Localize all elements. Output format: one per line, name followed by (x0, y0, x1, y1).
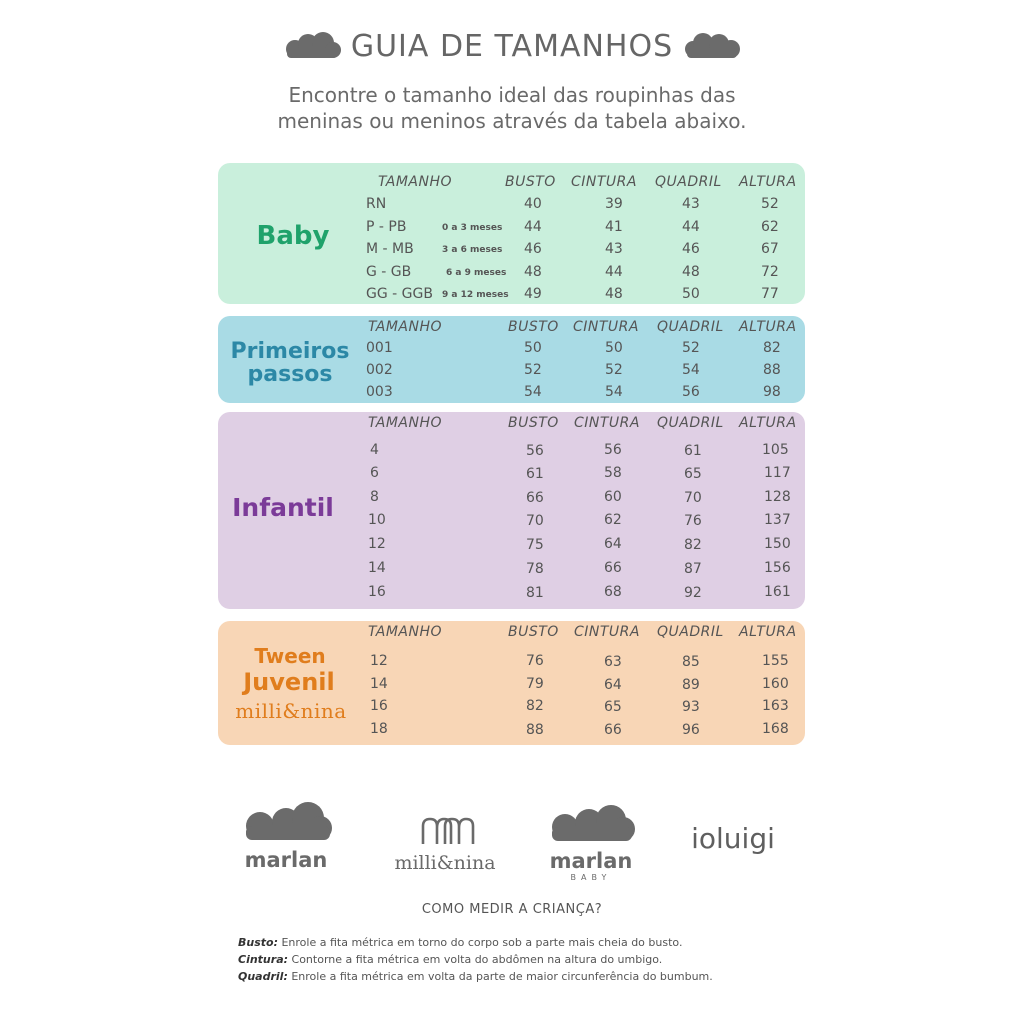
col-header-altura: ALTURA (739, 624, 797, 640)
cintura-cell: 66 (604, 722, 622, 738)
quadril-cell: 50 (682, 286, 700, 302)
busto-cell: 40 (524, 196, 542, 212)
busto-cell: 81 (526, 585, 544, 601)
baby-size-table (218, 163, 805, 304)
altura-cell: 155 (762, 653, 789, 669)
quadril-cell: 96 (682, 722, 700, 738)
busto-cell: 75 (526, 537, 544, 553)
altura-cell: 137 (764, 512, 791, 528)
busto-cell: 49 (524, 286, 542, 302)
baby-label: Baby (256, 221, 330, 251)
size-cell: M - MB (366, 241, 414, 257)
altura-cell: 52 (761, 196, 779, 212)
quadril-cell: 89 (682, 677, 700, 693)
quadril-cell: 44 (682, 219, 700, 235)
busto-cell: 56 (526, 443, 544, 459)
cintura-cell: 50 (605, 340, 623, 356)
cintura-cell: 68 (604, 584, 622, 600)
tween-juvenil-size-table (218, 621, 805, 745)
primeiros-passos-label: Primeiros passos (230, 339, 350, 387)
busto-cell: 48 (524, 264, 542, 280)
juvenil-label: Juvenil (243, 668, 335, 696)
size-cell: 001 (366, 340, 393, 356)
busto-cell: 50 (524, 340, 542, 356)
millinina-logo: milli&nina (385, 816, 505, 874)
size-cell: 12 (370, 653, 388, 669)
marlan-baby-sub: BABY (570, 873, 612, 882)
ioluigi-logo: ioluigi (691, 822, 775, 855)
quadril-cell: 46 (682, 241, 700, 257)
busto-cell: 46 (524, 241, 542, 257)
col-header-cintura: CINTURA (574, 624, 640, 640)
age-note: 3 a 6 meses (442, 245, 503, 255)
col-header-quadril: QUADRIL (657, 319, 724, 335)
cintura-cell: 65 (604, 699, 622, 715)
altura-cell: 161 (764, 584, 791, 600)
altura-cell: 72 (761, 264, 779, 280)
cintura-cell: 43 (605, 241, 623, 257)
size-cell: 16 (370, 698, 388, 714)
age-note: 6 a 9 meses (446, 268, 507, 278)
col-header-tamanho: TAMANHO (368, 319, 443, 335)
altura-cell: 128 (764, 489, 791, 505)
cintura-cell: 54 (605, 384, 623, 400)
page-header (0, 24, 1024, 68)
size-cell: G - GB (366, 264, 412, 280)
cloud-icon (238, 800, 334, 844)
altura-cell: 98 (763, 384, 781, 400)
infantil-size-table (218, 412, 805, 609)
busto-cell: 66 (526, 490, 544, 506)
age-note: 0 a 3 meses (442, 223, 503, 233)
quadril-cell: 61 (684, 443, 702, 459)
busto-cell: 54 (524, 384, 542, 400)
size-cell: GG - GGB (366, 286, 433, 302)
altura-cell: 150 (764, 536, 791, 552)
busto-cell: 82 (526, 698, 544, 714)
cintura-cell: 56 (604, 442, 622, 458)
size-cell: 4 (370, 442, 379, 458)
col-header-busto: BUSTO (505, 174, 556, 190)
quadril-cell: 54 (682, 362, 700, 378)
quadril-cell: 56 (682, 384, 700, 400)
instruction-quadril: Quadril: Enrole a fita métrica em volta da parte de maior circunferência do bumbum. (238, 970, 713, 983)
marlan-baby-logo: marlan BABY (545, 803, 637, 882)
altura-cell: 105 (762, 442, 789, 458)
col-header-quadril: QUADRIL (657, 624, 724, 640)
col-header-quadril: QUADRIL (655, 174, 722, 190)
millinina-label: milli&nina (235, 699, 347, 723)
quadril-cell: 65 (684, 466, 702, 482)
instruction-busto: Busto: Enrole a fita métrica em torno do corpo sob a parte mais cheia do busto. (238, 936, 683, 949)
quadril-cell: 93 (682, 699, 700, 715)
col-header-busto: BUSTO (508, 319, 559, 335)
quadril-cell: 70 (684, 490, 702, 506)
busto-cell: 88 (526, 722, 544, 738)
quadril-cell: 43 (682, 196, 700, 212)
cintura-cell: 60 (604, 489, 622, 505)
cloud-icon (683, 32, 743, 60)
page-title: GUIA DE TAMANHOS (350, 28, 674, 64)
busto-cell: 52 (524, 362, 542, 378)
size-cell: RN (366, 196, 387, 212)
primeiros-passos-size-table (218, 316, 805, 403)
millinina-mark-icon (385, 816, 505, 846)
altura-cell: 168 (762, 721, 789, 737)
col-header-quadril: QUADRIL (657, 415, 724, 431)
marlan-logo: marlan (238, 800, 334, 872)
busto-cell: 78 (526, 561, 544, 577)
cintura-cell: 64 (604, 536, 622, 552)
busto-cell: 70 (526, 513, 544, 529)
cintura-cell: 39 (605, 196, 623, 212)
size-cell: 6 (370, 465, 379, 481)
quadril-cell: 85 (682, 654, 700, 670)
instruction-cintura: Cintura: Contorne a fita métrica em volta do abdômen na altura do umbigo. (238, 953, 663, 966)
col-header-altura: ALTURA (739, 415, 797, 431)
busto-cell: 76 (526, 653, 544, 669)
quadril-cell: 52 (682, 340, 700, 356)
size-cell: P - PB (366, 219, 407, 235)
col-header-altura: ALTURA (739, 319, 797, 335)
size-cell: 8 (370, 489, 379, 505)
quadril-cell: 48 (682, 264, 700, 280)
page-subtitle: Encontre o tamanho ideal das roupinhas das meninas ou meninos através da tabela abaixo. (277, 83, 747, 133)
col-header-cintura: CINTURA (571, 174, 637, 190)
busto-cell: 44 (524, 219, 542, 235)
size-cell: 12 (368, 536, 386, 552)
cintura-cell: 41 (605, 219, 623, 235)
size-cell: 14 (370, 676, 388, 692)
cintura-cell: 63 (604, 654, 622, 670)
infantil-label: Infantil (232, 493, 334, 522)
col-header-tamanho: TAMANHO (368, 624, 443, 640)
altura-cell: 82 (763, 340, 781, 356)
cintura-cell: 64 (604, 677, 622, 693)
tween-label: Tween (254, 644, 326, 668)
col-header-altura: ALTURA (739, 174, 797, 190)
col-header-cintura: CINTURA (574, 415, 640, 431)
altura-cell: 117 (764, 465, 791, 481)
cintura-cell: 62 (604, 512, 622, 528)
altura-cell: 62 (761, 219, 779, 235)
cintura-cell: 52 (605, 362, 623, 378)
altura-cell: 163 (762, 698, 789, 714)
altura-cell: 77 (761, 286, 779, 302)
quadril-cell: 87 (684, 561, 702, 577)
altura-cell: 160 (762, 676, 789, 692)
altura-cell: 156 (764, 560, 791, 576)
cintura-cell: 48 (605, 286, 623, 302)
altura-cell: 67 (761, 241, 779, 257)
how-to-measure-heading: COMO MEDIR A CRIANÇA? (421, 902, 603, 917)
size-cell: 10 (368, 512, 386, 528)
quadril-cell: 76 (684, 513, 702, 529)
cloud-icon (545, 803, 637, 845)
col-header-tamanho: TAMANHO (368, 415, 443, 431)
size-cell: 18 (370, 721, 388, 737)
col-header-busto: BUSTO (508, 415, 559, 431)
cintura-cell: 58 (604, 465, 622, 481)
cloud-icon (281, 32, 341, 60)
col-header-tamanho: TAMANHO (378, 174, 453, 190)
size-cell: 003 (366, 384, 393, 400)
quadril-cell: 82 (684, 537, 702, 553)
col-header-busto: BUSTO (508, 624, 559, 640)
size-cell: 14 (368, 560, 386, 576)
quadril-cell: 92 (684, 585, 702, 601)
busto-cell: 79 (526, 676, 544, 692)
col-header-cintura: CINTURA (573, 319, 639, 335)
altura-cell: 88 (763, 362, 781, 378)
cintura-cell: 66 (604, 560, 622, 576)
age-note: 9 a 12 meses (442, 290, 509, 300)
size-cell: 16 (368, 584, 386, 600)
cintura-cell: 44 (605, 264, 623, 280)
size-cell: 002 (366, 362, 393, 378)
busto-cell: 61 (526, 466, 544, 482)
